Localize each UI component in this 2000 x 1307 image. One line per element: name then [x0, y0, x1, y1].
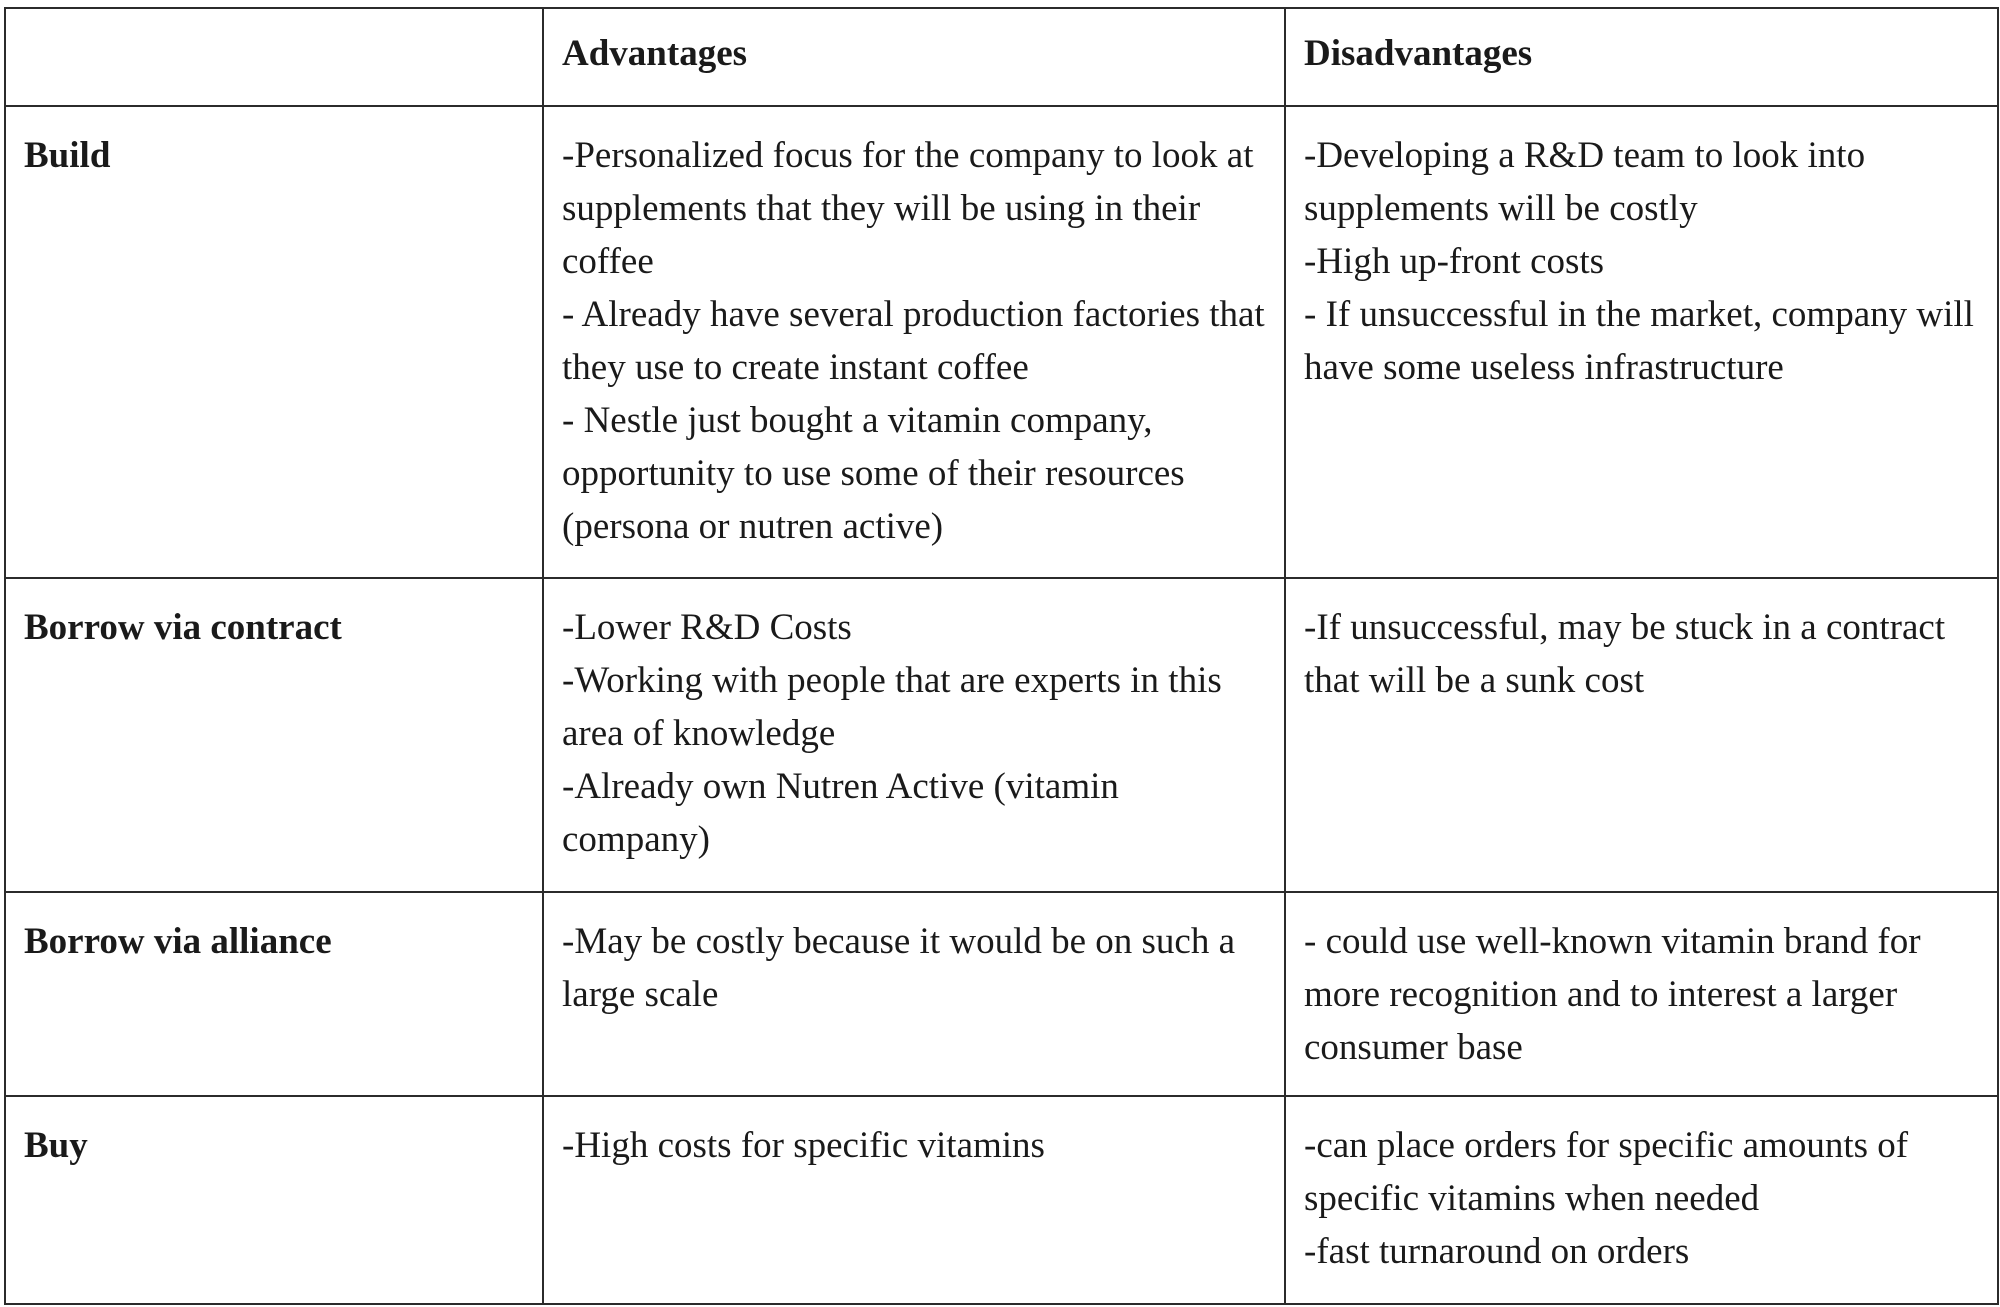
cell-line: -can place orders for specific amounts of specific vitamins when needed: [1304, 1125, 1909, 1219]
cell-line: - could use well-known vitamin brand for more recognition and to interest a larger consumer base: [1304, 921, 1921, 1068]
table-row: [5, 578, 1998, 892]
cell-line: -Lower R&D Costs: [562, 607, 852, 648]
cell-line: -Personalized focus for the company to look at supplements that they will be using in their coffee: [562, 135, 1254, 282]
comparison-table: [4, 7, 1999, 1305]
advantages-cell: [543, 1096, 1285, 1304]
disadvantages-header: Disadvantages: [1285, 8, 1998, 106]
table-row: [5, 892, 1998, 1096]
row-label-buy: Buy: [5, 1096, 543, 1304]
cell-line: -May be costly because it would be on such a large scale: [562, 921, 1236, 1015]
cell-line: -Working with people that are experts in this area of knowledge: [562, 660, 1222, 754]
cell-line: - Already have several production factories that they use to create instant coffee: [562, 294, 1265, 388]
row-label-build: Build: [5, 106, 543, 578]
disadvantages-cell: [1285, 578, 1998, 892]
disadvantages-cell: [1285, 106, 1998, 578]
table-row: [5, 106, 1998, 578]
advantages-cell: [543, 892, 1285, 1096]
cell-line: -Already own Nutren Active (vitamin company): [562, 766, 1119, 860]
cell-line: - If unsuccessful in the market, company will have some useless infrastructure: [1304, 294, 1974, 388]
cell-line: -Developing a R&D team to look into supplements will be costly: [1304, 135, 1866, 229]
cell-line: -High up-front costs: [1304, 241, 1605, 282]
corner-cell: [5, 8, 543, 106]
disadvantages-cell: [1285, 1096, 1998, 1304]
disadvantages-cell: [1285, 892, 1998, 1096]
cell-line: -fast turnaround on orders: [1304, 1231, 1690, 1272]
cell-line: - Nestle just bought a vitamin company, opportunity to use some of their resources (persona or nutren active): [562, 400, 1185, 547]
header-row: [5, 8, 1998, 106]
row-label-borrow-via-alliance: Borrow via alliance: [5, 892, 543, 1096]
row-label-borrow-via-contract: Borrow via contract: [5, 578, 543, 892]
advantages-cell: [543, 106, 1285, 578]
cell-line: -High costs for specific vitamins: [562, 1125, 1045, 1166]
cell-line: -If unsuccessful, may be stuck in a contract that will be a sunk cost: [1304, 607, 1946, 701]
advantages-cell: [543, 578, 1285, 892]
table-row: [5, 1096, 1998, 1304]
advantages-header: Advantages: [543, 8, 1285, 106]
